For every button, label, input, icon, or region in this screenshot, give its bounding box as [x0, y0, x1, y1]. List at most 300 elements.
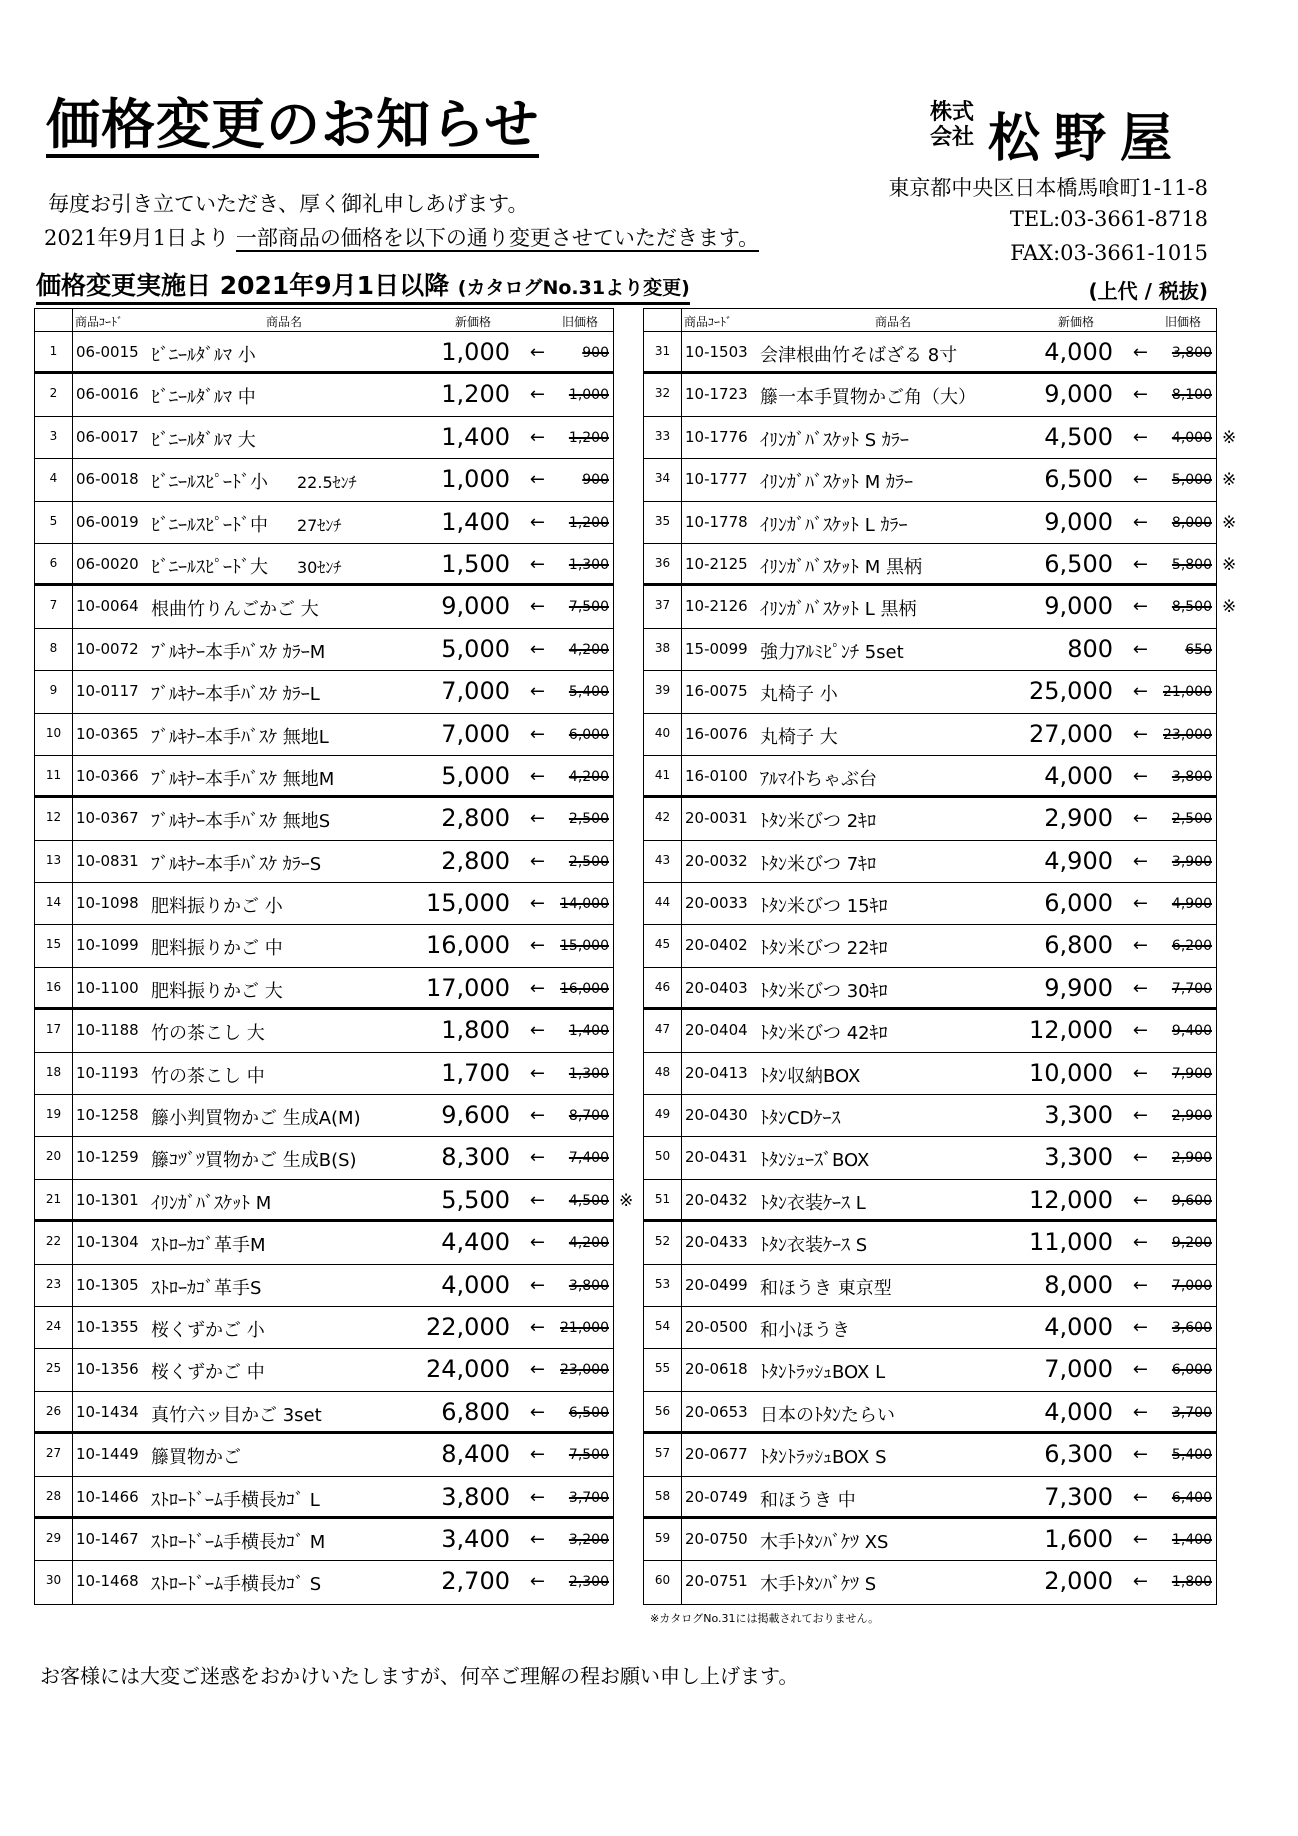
header-new-price: 新価格 [1057, 315, 1094, 329]
company-type [922, 100, 982, 150]
old-price: 23,000 [1163, 726, 1212, 743]
row-number: 30 [45, 1573, 62, 1588]
table-row [35, 883, 613, 925]
table-row [644, 756, 1216, 798]
row-number: 8 [49, 640, 58, 655]
row-number: 46 [654, 979, 671, 994]
arrow-icon: ← [529, 1189, 545, 1211]
old-price: 3,200 [568, 1531, 609, 1548]
old-price: 1,000 [568, 387, 609, 404]
table-row [644, 925, 1216, 967]
arrow-icon: ← [1132, 1147, 1148, 1169]
product-name: ﾄﾀﾝ衣装ｹｰｽ L [760, 1192, 866, 1214]
product-code: 20-0618 [685, 1360, 748, 1379]
old-price: 8,700 [568, 1108, 609, 1125]
arrow-icon: ← [529, 469, 545, 491]
price-table-right [643, 308, 1237, 1605]
arrow-icon: ← [529, 553, 545, 575]
old-price: 7,700 [1171, 980, 1212, 997]
table-row [35, 1095, 613, 1137]
new-price: 4,000 [441, 1270, 510, 1299]
row-number: 21 [45, 1191, 62, 1206]
new-price: 5,000 [441, 761, 510, 790]
header-old-price: 旧価格 [561, 315, 598, 329]
old-price: 5,800 [1171, 556, 1212, 573]
old-price: 2,500 [1171, 811, 1212, 828]
new-price: 6,800 [1044, 931, 1113, 960]
row-number: 26 [45, 1403, 62, 1418]
new-price: 4,900 [1044, 846, 1113, 875]
product-name: 根曲竹りんごかご 大 [151, 599, 319, 621]
product-name: ｲﾘﾝｶﾞﾊﾞｽｹｯﾄ S ｶﾗｰ [760, 429, 909, 451]
arrow-icon: ← [1132, 1274, 1148, 1296]
old-price: 4,900 [1171, 896, 1212, 913]
table-row [35, 925, 613, 967]
product-name: ﾄﾀﾝﾄﾗｯｼｭBOX L [760, 1362, 886, 1384]
product-code: 10-1723 [685, 385, 748, 404]
row-number: 53 [654, 1276, 671, 1291]
product-code: 10-1777 [685, 470, 748, 489]
product-code: 10-1778 [685, 512, 748, 531]
product-code: 06-0018 [76, 470, 139, 489]
arrow-icon: ← [1132, 893, 1148, 915]
table-row [35, 1053, 613, 1095]
new-price: 1,000 [441, 338, 510, 366]
new-price: 9,000 [1044, 592, 1113, 621]
product-name: ｽﾄﾛｰｶｺﾞ革手S [151, 1277, 262, 1299]
product-code: 16-0100 [685, 766, 748, 785]
new-price: 800 [1067, 634, 1113, 663]
new-price: 4,500 [1044, 422, 1113, 451]
product-code: 10-2126 [685, 597, 748, 616]
old-price: 900 [582, 345, 609, 361]
new-price: 8,300 [441, 1143, 510, 1172]
row-number: 51 [654, 1191, 671, 1206]
row-number: 45 [654, 937, 671, 952]
notice-text [44, 222, 759, 252]
arrow-icon: ← [529, 426, 545, 448]
row-number: 35 [654, 513, 671, 528]
not-in-catalog-mark: ※ [1222, 597, 1237, 618]
arrow-icon: ← [1132, 1316, 1148, 1338]
new-price: 9,000 [441, 592, 510, 621]
product-name: ﾌﾞﾙｷﾅｰ本手ﾊﾞｽｹ ｶﾗｰM [151, 641, 326, 663]
arrow-icon: ← [529, 893, 545, 915]
row-number: 7 [49, 598, 58, 613]
product-name: ﾄﾀﾝ米びつ 30ｷﾛ [760, 980, 888, 1002]
product-name: 日本のﾄﾀﾝたらい [760, 1404, 895, 1426]
table-row [644, 374, 1216, 416]
product-code: 10-1100 [76, 978, 139, 997]
old-price: 2,500 [568, 811, 609, 828]
arrow-icon: ← [1132, 384, 1148, 406]
row-number: 27 [45, 1446, 62, 1461]
table-row [644, 459, 1237, 501]
product-code: 20-0033 [685, 894, 748, 913]
section-title-note: (カタログNo.31より変更) [457, 277, 690, 299]
new-price: 7,000 [441, 719, 510, 748]
new-price: 3,800 [441, 1482, 510, 1511]
product-name: ﾄﾀﾝｼｭｰｽﾞBOX [760, 1150, 870, 1172]
table-row [35, 629, 613, 671]
new-price: 11,000 [1029, 1228, 1113, 1257]
arrow-icon: ← [1132, 1571, 1148, 1593]
old-price: 1,200 [568, 429, 609, 446]
row-number: 57 [654, 1446, 671, 1461]
product-name: 肥料振りかご 小 [151, 896, 283, 918]
table-row [644, 1180, 1216, 1222]
arrow-icon: ← [529, 1062, 545, 1084]
product-name: ﾄﾀﾝ米びつ 22ｷﾛ [760, 938, 888, 960]
arrow-icon: ← [1132, 1401, 1148, 1423]
row-number: 29 [45, 1530, 62, 1545]
old-price: 4,200 [568, 1235, 609, 1252]
row-number: 38 [654, 640, 671, 655]
product-code: 20-0430 [685, 1106, 748, 1125]
arrow-icon: ← [1132, 511, 1148, 533]
new-price: 7,000 [441, 677, 510, 706]
row-number: 6 [49, 555, 58, 570]
product-name: ﾋﾞﾆｰﾙｽﾋﾟｰﾄﾞ小 [151, 472, 268, 494]
row-number: 13 [45, 852, 62, 867]
table-row [644, 1137, 1216, 1179]
product-name: ｲﾘﾝｶﾞﾊﾞｽｹｯﾄ L ｶﾗｰ [760, 514, 908, 536]
product-name: 竹の茶こし 大 [151, 1023, 265, 1045]
row-number: 50 [654, 1149, 671, 1164]
row-number: 40 [654, 725, 671, 740]
new-price: 8,400 [441, 1440, 510, 1469]
table-row [35, 1137, 613, 1179]
old-price: 1,400 [568, 1023, 609, 1040]
row-number: 10 [45, 725, 62, 740]
row-number: 23 [45, 1276, 62, 1291]
new-price: 2,700 [441, 1567, 510, 1596]
arrow-icon: ← [529, 1274, 545, 1296]
product-code: 10-1355 [76, 1317, 139, 1336]
row-number: 33 [654, 428, 671, 443]
arrow-icon: ← [529, 596, 545, 618]
product-code: 20-0677 [685, 1445, 748, 1464]
row-number: 32 [654, 386, 671, 401]
new-price: 17,000 [426, 973, 510, 1002]
old-price: 7,500 [568, 599, 609, 616]
old-price: 1,300 [568, 556, 609, 573]
arrow-icon: ← [1132, 1105, 1148, 1127]
new-price: 1,600 [1044, 1524, 1113, 1553]
product-name: ﾌﾞﾙｷﾅｰ本手ﾊﾞｽｹ 無地L [151, 726, 329, 748]
company-fax: FAX:03-3661-1015 [1010, 241, 1208, 265]
company-tel: TEL:03-3661-8718 [1009, 207, 1208, 231]
product-code: 20-0403 [685, 978, 748, 997]
row-number: 31 [654, 344, 671, 358]
old-price: 3,600 [1171, 1319, 1212, 1336]
old-price: 4,000 [1171, 429, 1212, 446]
row-number: 3 [49, 428, 58, 443]
product-name: ｱﾙﾏｲﾄちゃぶ台 [760, 768, 877, 790]
old-price: 3,800 [1171, 768, 1212, 785]
product-name: 肥料振りかご 大 [151, 980, 283, 1002]
table-row [35, 1477, 613, 1519]
arrow-icon: ← [1132, 342, 1148, 363]
table-row [644, 544, 1237, 586]
product-size: 30ｾﾝﾁ [297, 557, 342, 577]
old-price: 7,900 [1171, 1065, 1212, 1082]
old-price: 1,300 [568, 1065, 609, 1082]
product-name: 和ほうき 中 [760, 1489, 856, 1511]
table-row [35, 968, 613, 1010]
table-row [35, 374, 613, 416]
number-column-header [644, 309, 682, 331]
product-code: 06-0017 [76, 427, 139, 446]
arrow-icon: ← [529, 1105, 545, 1127]
row-number: 34 [654, 471, 671, 486]
new-price: 1,500 [441, 549, 510, 578]
old-price: 3,700 [1171, 1404, 1212, 1421]
new-price: 6,300 [1044, 1440, 1113, 1469]
old-price: 8,000 [1171, 514, 1212, 531]
table-row [644, 417, 1237, 459]
product-code: 10-1467 [76, 1529, 139, 1548]
product-code: 20-0431 [685, 1148, 748, 1167]
arrow-icon: ← [529, 1147, 545, 1169]
arrow-icon: ← [529, 384, 545, 406]
tax-note: (上代 / 税抜) [1088, 279, 1208, 303]
new-price: 1,400 [441, 422, 510, 451]
old-price: 6,400 [1171, 1489, 1212, 1506]
product-name: ﾌﾞﾙｷﾅｰ本手ﾊﾞｽｹ 無地M [151, 768, 335, 790]
product-name: ﾌﾞﾙｷﾅｰ本手ﾊﾞｽｹ ｶﾗｰS [151, 853, 322, 875]
new-price: 2,800 [441, 846, 510, 875]
header-old-price: 旧価格 [1164, 315, 1201, 329]
row-number: 58 [654, 1488, 671, 1503]
product-name: ﾄﾀﾝ米びつ 42ｷﾛ [760, 1023, 888, 1045]
product-name: ﾋﾞﾆｰﾙｽﾋﾟｰﾄﾞ大 [151, 556, 268, 578]
product-name: ﾄﾀﾝ米びつ 7ｷﾛ [760, 853, 877, 875]
new-price: 9,600 [441, 1101, 510, 1130]
old-price: 2,300 [568, 1574, 609, 1591]
product-name: 和ほうき 東京型 [760, 1277, 892, 1299]
product-code: 10-1776 [685, 427, 748, 446]
arrow-icon: ← [529, 808, 545, 830]
table-row [35, 1561, 613, 1603]
table-row [35, 756, 613, 798]
table-row [644, 1519, 1216, 1561]
row-number: 24 [45, 1318, 62, 1333]
new-price: 16,000 [426, 931, 510, 960]
new-price: 3,400 [441, 1524, 510, 1553]
header-name: 商品名 [266, 315, 303, 329]
arrow-icon: ← [529, 765, 545, 787]
table-row [644, 1477, 1216, 1519]
product-name: 強力ｱﾙﾐﾋﾟﾝﾁ 5set [760, 641, 904, 663]
row-number: 59 [654, 1530, 671, 1545]
not-in-catalog-mark: ※ [1222, 554, 1237, 575]
product-code: 10-1503 [685, 343, 748, 361]
old-price: 7,000 [1171, 1277, 1212, 1294]
table-row [644, 1561, 1216, 1603]
table-row [35, 332, 613, 374]
row-number: 19 [45, 1107, 62, 1122]
new-price: 2,900 [1044, 804, 1113, 833]
arrow-icon: ← [529, 1528, 545, 1550]
arrow-icon: ← [529, 1316, 545, 1338]
product-code: 10-0831 [76, 851, 139, 870]
row-number: 16 [45, 979, 62, 994]
product-name: 籐小判買物かご 生成A(M) [151, 1108, 361, 1130]
new-price: 4,000 [1044, 761, 1113, 790]
old-price: 1,800 [1171, 1574, 1212, 1591]
company-address: 東京都中央区日本橋馬喰町1-11-8 [888, 176, 1208, 200]
price-table-left [34, 308, 634, 1605]
old-price: 7,500 [568, 1447, 609, 1464]
row-number: 56 [654, 1403, 671, 1418]
old-price: 3,900 [1171, 853, 1212, 870]
company-type-bottom: 会社 [929, 125, 974, 150]
product-name: 竹の茶こし 中 [151, 1065, 265, 1087]
old-price: 7,400 [568, 1150, 609, 1167]
old-price: 5,400 [1171, 1447, 1212, 1464]
row-number: 25 [45, 1361, 62, 1376]
product-code: 15-0099 [685, 639, 748, 658]
new-price: 2,000 [1044, 1567, 1113, 1596]
arrow-icon: ← [529, 638, 545, 660]
table-row [644, 1010, 1216, 1052]
product-name: ｲﾘﾝｶﾞﾊﾞｽｹｯﾄ L 黒柄 [760, 599, 917, 621]
row-number: 4 [49, 471, 58, 486]
table-row [644, 1307, 1216, 1349]
arrow-icon: ← [1132, 808, 1148, 830]
product-code: 20-0653 [685, 1402, 748, 1421]
new-price: 6,800 [441, 1397, 510, 1426]
product-code: 20-0750 [685, 1529, 748, 1548]
product-code: 10-1356 [76, 1360, 139, 1379]
row-number: 28 [45, 1488, 62, 1503]
product-code: 10-0367 [76, 809, 139, 828]
product-code: 10-1434 [76, 1402, 139, 1421]
product-code: 20-0433 [685, 1233, 748, 1252]
product-code: 06-0015 [76, 343, 139, 361]
product-name: 木手ﾄﾀﾝﾊﾞｹﾂ S [760, 1574, 877, 1596]
table-row [644, 1434, 1216, 1476]
product-name: ﾄﾀﾝﾄﾗｯｼｭBOX S [760, 1447, 887, 1469]
new-price: 6,500 [1044, 465, 1113, 494]
product-name: ﾌﾞﾙｷﾅｰ本手ﾊﾞｽｹ 無地S [151, 811, 331, 833]
product-code: 20-0751 [685, 1572, 748, 1591]
table-header [644, 309, 1216, 332]
number-column-header [35, 309, 73, 331]
product-code: 10-0064 [76, 597, 139, 616]
table-row [35, 714, 613, 756]
arrow-icon: ← [1132, 681, 1148, 703]
old-price: 1,200 [568, 514, 609, 531]
product-code: 20-0749 [685, 1487, 748, 1506]
new-price: 1,200 [441, 380, 510, 409]
product-code: 10-1449 [76, 1445, 139, 1464]
new-price: 1,800 [441, 1016, 510, 1045]
old-price: 3,800 [568, 1277, 609, 1294]
table-row [644, 1349, 1216, 1391]
product-name: ﾄﾀﾝ米びつ 15ｷﾛ [760, 896, 888, 918]
new-price: 1,400 [441, 507, 510, 536]
row-number: 22 [45, 1234, 62, 1249]
notice-underlined: 一部商品の価格を以下の通り変更させていただきます。 [235, 226, 760, 250]
arrow-icon: ← [1132, 1189, 1148, 1211]
row-number: 60 [654, 1573, 671, 1588]
header-code: 商品ｺｰﾄﾞ [75, 315, 124, 329]
table-row [35, 798, 613, 840]
old-price: 2,900 [1171, 1150, 1212, 1167]
table-row [35, 544, 613, 586]
new-price: 8,000 [1044, 1270, 1113, 1299]
new-price: 12,000 [1029, 1185, 1113, 1214]
product-code: 06-0019 [76, 512, 139, 531]
closing-text: お客様には大変ご迷惑をおかけいたしますが、何卒ご理解の程お願い申し上げます。 [40, 1664, 799, 1688]
product-code: 10-0366 [76, 766, 139, 785]
table-row [35, 586, 613, 628]
new-price: 2,800 [441, 804, 510, 833]
old-price: 3,700 [568, 1489, 609, 1506]
row-number: 14 [45, 895, 62, 910]
product-code: 10-1099 [76, 936, 139, 955]
product-name: 籐ｺﾂﾞﾂ買物かご 生成B(S) [151, 1150, 357, 1172]
old-price: 4,500 [568, 1192, 609, 1209]
new-price: 22,000 [426, 1312, 510, 1341]
new-price: 6,500 [1044, 549, 1113, 578]
product-code: 10-1098 [76, 894, 139, 913]
table-row [35, 1349, 613, 1391]
table-row [644, 968, 1216, 1010]
product-name: ｲﾘﾝｶﾞﾊﾞｽｹｯﾄ M [151, 1192, 272, 1214]
table-row [644, 586, 1237, 628]
arrow-icon: ← [1132, 426, 1148, 448]
old-price: 900 [582, 472, 609, 489]
arrow-icon: ← [529, 511, 545, 533]
old-price: 5,000 [1171, 472, 1212, 489]
arrow-icon: ← [529, 723, 545, 745]
old-price: 21,000 [560, 1319, 609, 1336]
old-price: 6,000 [1171, 1362, 1212, 1379]
product-code: 20-0500 [685, 1317, 748, 1336]
row-number: 54 [654, 1318, 671, 1333]
arrow-icon: ← [1132, 723, 1148, 745]
old-price: 9,600 [1171, 1192, 1212, 1209]
table-row [644, 1053, 1216, 1095]
product-name: 桜くずかご 小 [151, 1319, 265, 1341]
row-number: 37 [654, 598, 671, 613]
product-name: ｲﾘﾝｶﾞﾊﾞｽｹｯﾄ M ｶﾗｰ [760, 472, 913, 494]
row-number: 36 [654, 555, 671, 570]
table-row [644, 1222, 1216, 1264]
product-name: ﾋﾞﾆｰﾙｽﾋﾟｰﾄﾞ中 [151, 514, 268, 536]
product-name: 木手ﾄﾀﾝﾊﾞｹﾂ XS [760, 1531, 889, 1553]
product-name: 真竹六ッ目かご 3set [151, 1404, 322, 1426]
page-title: 価格変更のお知らせ [46, 93, 540, 156]
arrow-icon: ← [1132, 850, 1148, 872]
table-row [644, 798, 1216, 840]
product-code: 10-0072 [76, 639, 139, 658]
new-price: 1,000 [441, 465, 510, 494]
arrow-icon: ← [1132, 469, 1148, 491]
table-row [35, 1010, 613, 1052]
product-code: 10-1305 [76, 1275, 139, 1294]
table-row [644, 629, 1216, 671]
header-name: 商品名 [875, 315, 912, 329]
table-row [644, 1265, 1216, 1307]
row-number: 49 [654, 1107, 671, 1122]
table-row [35, 1307, 613, 1349]
table-row [35, 841, 613, 883]
old-price: 9,200 [1171, 1235, 1212, 1252]
